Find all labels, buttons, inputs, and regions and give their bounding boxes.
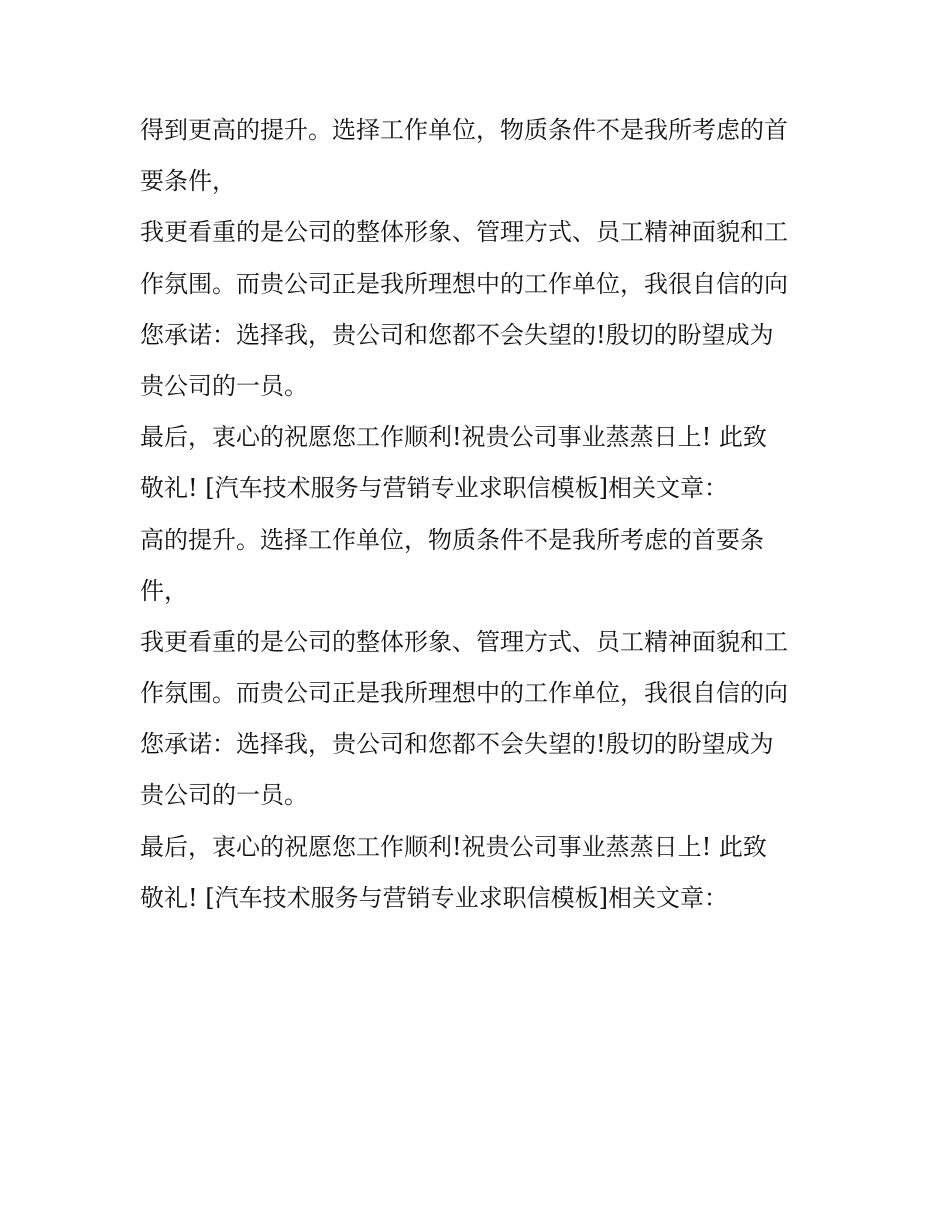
text-line: 要条件， (140, 167, 236, 196)
text-line: 我更看重的是公司的整体形象、管理方式、员工精神面貌和工 (140, 627, 788, 656)
text-line: 我更看重的是公司的整体形象、管理方式、员工精神面貌和工 (140, 218, 788, 247)
text-line: 最后，衷心的祝愿您工作顺利!祝贵公司事业蒸蒸日上! 此致 (140, 423, 767, 452)
document-body (140, 105, 820, 924)
text-line: 最后，衷心的祝愿您工作顺利!祝贵公司事业蒸蒸日上! 此致 (140, 832, 767, 861)
text-line: 贵公司的一员。 (140, 781, 308, 810)
text-line: 得到更高的提升。选择工作单位，物质条件不是我所考虑的首 (140, 116, 788, 144)
text-line: 敬礼! [汽车技术服务与营销专业求职信模板]相关文章： (140, 474, 728, 503)
text-line: 贵公司的一员。 (140, 371, 308, 400)
text-line: 件， (140, 576, 188, 605)
text-line: 您承诺：选择我，贵公司和您都不会失望的!殷切的盼望成为 (140, 730, 774, 759)
text-line: 高的提升。选择工作单位，物质条件不是我所考虑的首要条 (140, 525, 764, 554)
text-line: 作氛围。而贵公司正是我所理想中的工作单位，我很自信的向 (140, 679, 788, 708)
text-line: 敬礼! [汽车技术服务与营销专业求职信模板]相关文章： (140, 883, 728, 912)
text-line: 作氛围。而贵公司正是我所理想中的工作单位，我很自信的向 (140, 269, 788, 298)
text-line: 您承诺：选择我，贵公司和您都不会失望的!殷切的盼望成为 (140, 320, 774, 349)
